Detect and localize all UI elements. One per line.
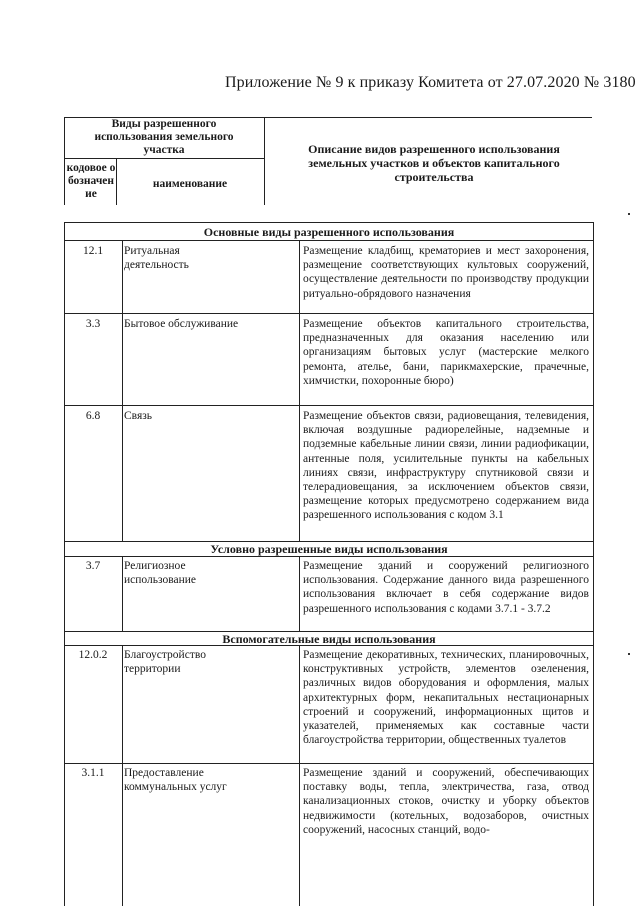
row-code: 12.0.2 <box>78 649 108 661</box>
row-code: 3.1.1 <box>81 767 105 779</box>
header-table <box>64 117 592 205</box>
row-description: Размещение зданий и сооружений, обеспечивающих поставку воды, тепла, электричества, газа, отвод канализационных стоков, очистку и уборку объектов недвижимости (котельных, водозаборов, очистных сооружений, насосных станций, водо- <box>303 767 589 836</box>
land-use-table <box>64 222 594 906</box>
row-code: 12.1 <box>82 245 104 257</box>
row-description: Размещение декоративных, технических, планировочных, конструктивных устройств, элементов озеленения, различных видов оборудования и оформления, малых архитектурных форм, некапитальных нестационарных строений и сооружений, информационных щитов и указателей, применяемых как составные части благоустройства территории, общественных туалетов <box>303 649 589 747</box>
section-title: Вспомогательные виды использования <box>222 632 436 646</box>
row-code: 3.7 <box>85 560 101 572</box>
row-name: Религиозное использование <box>124 560 197 587</box>
row-description: Размещение объектов связи, радиовещания, телевидения, включая воздушные радиорелейные, надземные и подземные кабельные линии связи, линии радиофикации, антенные поля, усилительные пункты на кабельных линиях связи, инфраструктуру спутниковой связи и телерадиовещания, за исключением объектов связи, размещение которых предусмотрено содержанием вида разрешенного использования с кодом 3.1 <box>303 410 589 522</box>
code-column-header: кодовое обозначение <box>66 162 116 200</box>
row-description: Размещение кладбищ, крематориев и мест захоронения, размещение соответствующих культовых сооружений, осуществление деятельности по производству продукции ритуально-обрядового назначения <box>303 245 589 300</box>
description-column-header: Описание видов разрешенного использования земельных участков и объектов капитального строительства <box>308 142 560 184</box>
row-name: Благоустройство территории <box>124 649 206 676</box>
row-description: Размещение объектов капитального строительства, предназначенных для оказания населению или организациям бытовых услуг (мастерские мелкого ремонта, ателье, бани, парикмахерские, прачечные, химчистки, похоронные бюро) <box>303 318 589 387</box>
document-header: Приложение № 9 к приказу Комитета от 27.07.2020 № 3180 <box>225 74 636 91</box>
row-code: 6.8 <box>85 410 101 422</box>
section-title: Условно разрешенные виды использования <box>210 542 448 556</box>
name-column-header: наименование <box>152 178 228 190</box>
row-name: Ритуальная деятельность <box>124 245 189 272</box>
section-title: Основные виды разрешенного использования <box>203 225 455 239</box>
row-name: Связь <box>124 410 153 422</box>
row-name: Бытовое обслуживание <box>124 318 239 330</box>
scan-mark <box>628 213 630 215</box>
row-code: 3.3 <box>85 318 101 330</box>
group-title: Виды разрешенного использования земельного участка <box>94 118 234 156</box>
row-name: Предоставление коммунальных услуг <box>124 767 227 794</box>
row-description: Размещение зданий и сооружений религиозного использования. Содержание данного вида разрешенного использования включает в себя содержание видов разрешенного использования с кодами 3.7.1 - 3.7.2 <box>303 560 589 615</box>
scan-mark <box>628 653 630 655</box>
